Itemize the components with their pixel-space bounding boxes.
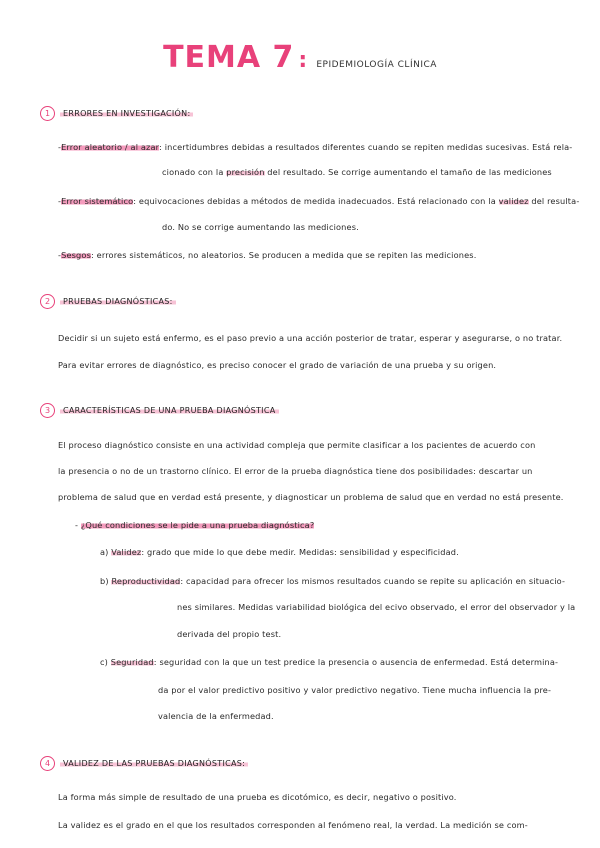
- title-subtitle: EPIDEMIOLOGÍA CLÍNICA: [316, 60, 437, 70]
- section-title: VALIDEZ DE LAS PRUEBAS DIAGNÓSTICAS:: [60, 759, 248, 768]
- text-line: [100, 576, 565, 586]
- text: : incertidumbres debidas a resultados diferentes cuando se repiten medidas sucesivas. Está rela-: [159, 142, 573, 152]
- text-line: [58, 142, 572, 152]
- term-reproductividad: Reproductividad: [111, 576, 181, 586]
- dash: -: [58, 196, 62, 206]
- term-validez: validez: [498, 196, 529, 206]
- text-line: da por el valor predictivo positivo y valor predictivo negativo. Tiene mucha influencia la pre-: [158, 685, 552, 695]
- text-line: La forma más simple de resultado de una prueba es dicotómico, es decir, negativo o positivo.: [58, 792, 457, 802]
- text: del resultado. Se corrige aumentando el tamaño de las mediciones: [264, 167, 552, 177]
- text-line: problema de salud que en verdad está presente, y diagnosticar un problema de salud que en verdad no está presente.: [58, 492, 564, 502]
- text: : errores sistemáticos, no aleatorios. Se producen a medida que se repiten las mediciones.: [90, 250, 477, 260]
- item-label: a): [100, 547, 112, 557]
- title-main: TEMA 7: [163, 40, 295, 75]
- text-line: [58, 250, 476, 260]
- dash: -: [75, 520, 79, 530]
- item-label: c): [100, 657, 111, 667]
- term-error-aleatorio: Error aleatorio / al azar: [61, 142, 160, 152]
- term-sesgos: Sesgos: [61, 250, 91, 260]
- text-line: [58, 196, 579, 206]
- text-line: La validez es el grado en el que los resultados corresponden al fenómeno real, la verdad. La medición se com-: [58, 820, 528, 830]
- text-line: El proceso diagnóstico consiste en una actividad compleja que permite clasificar a los pacientes de acuerdo con: [58, 440, 536, 450]
- section-4-header: [40, 755, 248, 771]
- section-number: 2: [40, 294, 55, 309]
- page-title: [0, 40, 600, 75]
- text: : equivocaciones debidas a métodos de medida inadecuados. Está relacionado con la: [133, 196, 499, 206]
- text: del resulta-: [528, 196, 580, 206]
- text-line: [75, 520, 314, 530]
- term-error-sistematico: Error sistemático: [61, 196, 134, 206]
- text-line: do. No se corrige aumentando las mediciones.: [162, 222, 359, 232]
- text-line: valencia de la enfermedad.: [158, 711, 274, 721]
- term-precision: precisión: [226, 167, 265, 177]
- section-2-header: [40, 293, 176, 309]
- text-line: la presencia o no de un trastorno clínico. El error de la prueba diagnóstica tiene dos posibilidades: descartar un: [58, 466, 533, 476]
- section-number: 3: [40, 403, 55, 418]
- section-title: ERRORES EN INVESTIGACIÓN:: [60, 109, 193, 118]
- section-3-header: [40, 402, 279, 418]
- text: : capacidad para ofrecer los mismos resultados cuando se repite su aplicación en situacio-: [180, 576, 566, 586]
- dash: -: [58, 250, 62, 260]
- text: cionado con la: [162, 167, 227, 177]
- section-title: PRUEBAS DIAGNÓSTICAS:: [60, 297, 176, 306]
- text: : seguridad con la que un test predice la presencia o ausencia de enfermedad. Está determina-: [153, 657, 559, 667]
- term-validez: Validez: [111, 547, 142, 557]
- text-line: [100, 657, 558, 667]
- section-number: 1: [40, 106, 55, 121]
- text-line: Para evitar errores de diagnóstico, es preciso conocer el grado de variación de una prueba y su origen.: [58, 360, 497, 370]
- item-label: b): [100, 576, 112, 586]
- text-line: [100, 547, 459, 557]
- text: : grado que mide lo que debe medir. Medidas: sensibilidad y especificidad.: [141, 547, 459, 557]
- section-title: CARACTERÍSTICAS DE UNA PRUEBA DIAGNÓSTICA: [60, 406, 279, 415]
- dash: -: [58, 142, 62, 152]
- text-line: nes similares. Medidas variabilidad biológica del ecivo observado, el error del observador y la: [177, 602, 576, 612]
- text-line: Decidir si un sujeto está enfermo, es el paso previo a una acción posterior de tratar, esperar y asegurarse, o no tratar.: [58, 333, 563, 343]
- section-number: 4: [40, 756, 55, 771]
- text-line: derivada del propio test.: [177, 629, 282, 639]
- text-line: [162, 167, 552, 177]
- section-1-header: [40, 105, 193, 121]
- question: ¿Qué condiciones se le pide a una prueba diagnóstica?: [80, 520, 315, 530]
- term-seguridad: Seguridad: [110, 657, 154, 667]
- title-colon: :: [298, 48, 308, 73]
